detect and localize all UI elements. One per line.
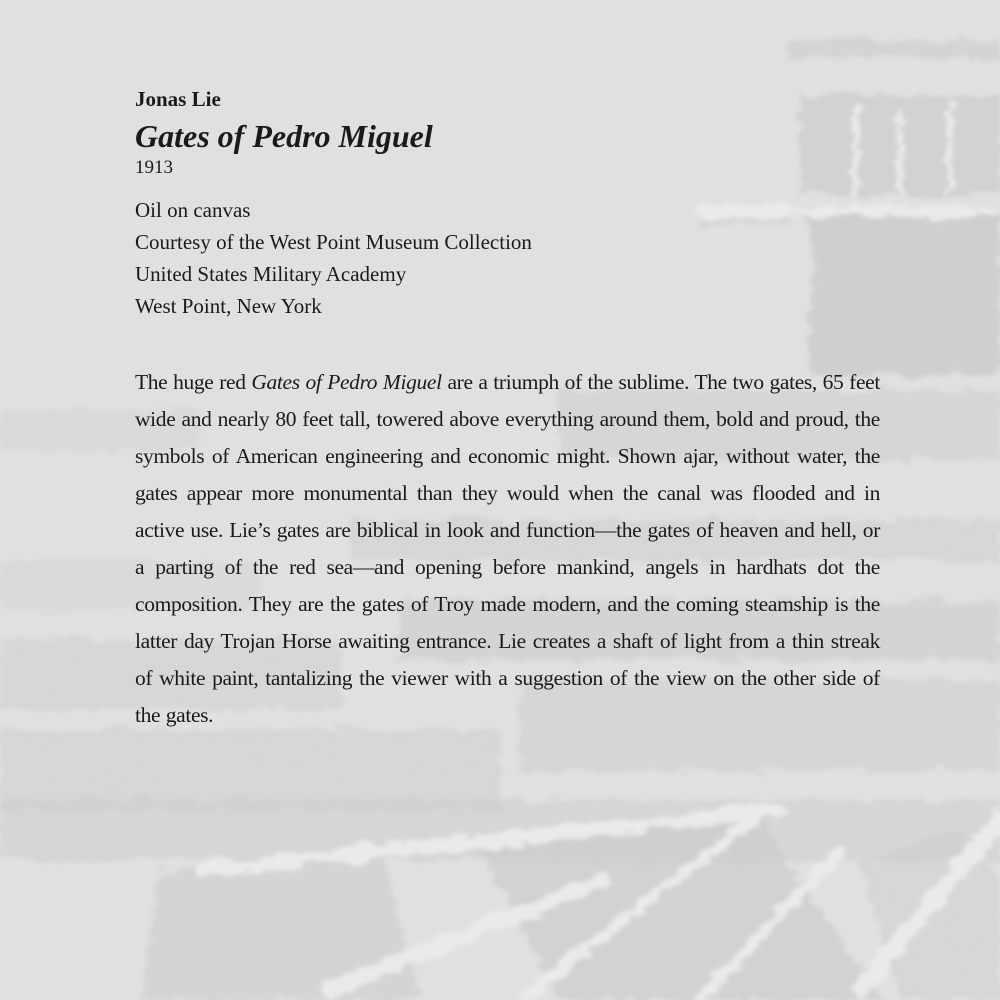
description-intro: The huge red [135, 370, 252, 394]
artwork-details [135, 194, 880, 322]
institution: United States Military Academy [135, 262, 407, 286]
artwork-label [135, 86, 880, 756]
artwork-title: Gates of Pedro Miguel [135, 118, 433, 154]
artwork-description [135, 364, 880, 734]
credit-line: Courtesy of the West Point Museum Collection [135, 230, 532, 254]
medium: Oil on canvas [135, 198, 251, 222]
description-title-italic: Gates of Pedro Miguel [251, 370, 442, 394]
artist-name: Jonas Lie [135, 87, 221, 111]
description-body: are a triumph of the sublime. The two gates, 65 feet wide and nearly 80 feet tall, towered above everything around them, bold and proud, the symbols of American engineering and economic might. Shown ajar, without water, the gates appear more monumental than they would when the canal was flooded and in active use. Lie’s gates are biblical in look and function—the gates of heaven and hell, or a parting of the red sea—and opening before mankind, angels in hardhats dot the composition. They are the gates of Troy made modern, and the coming steamship is the latter day Trojan Horse awaiting entrance. Lie creates a shaft of light from a thin streak of white paint, tantalizing the viewer with a suggestion of the view on the other side of the gates. [135, 370, 880, 727]
location: West Point, New York [135, 294, 322, 318]
artwork-year: 1913 [135, 157, 173, 178]
